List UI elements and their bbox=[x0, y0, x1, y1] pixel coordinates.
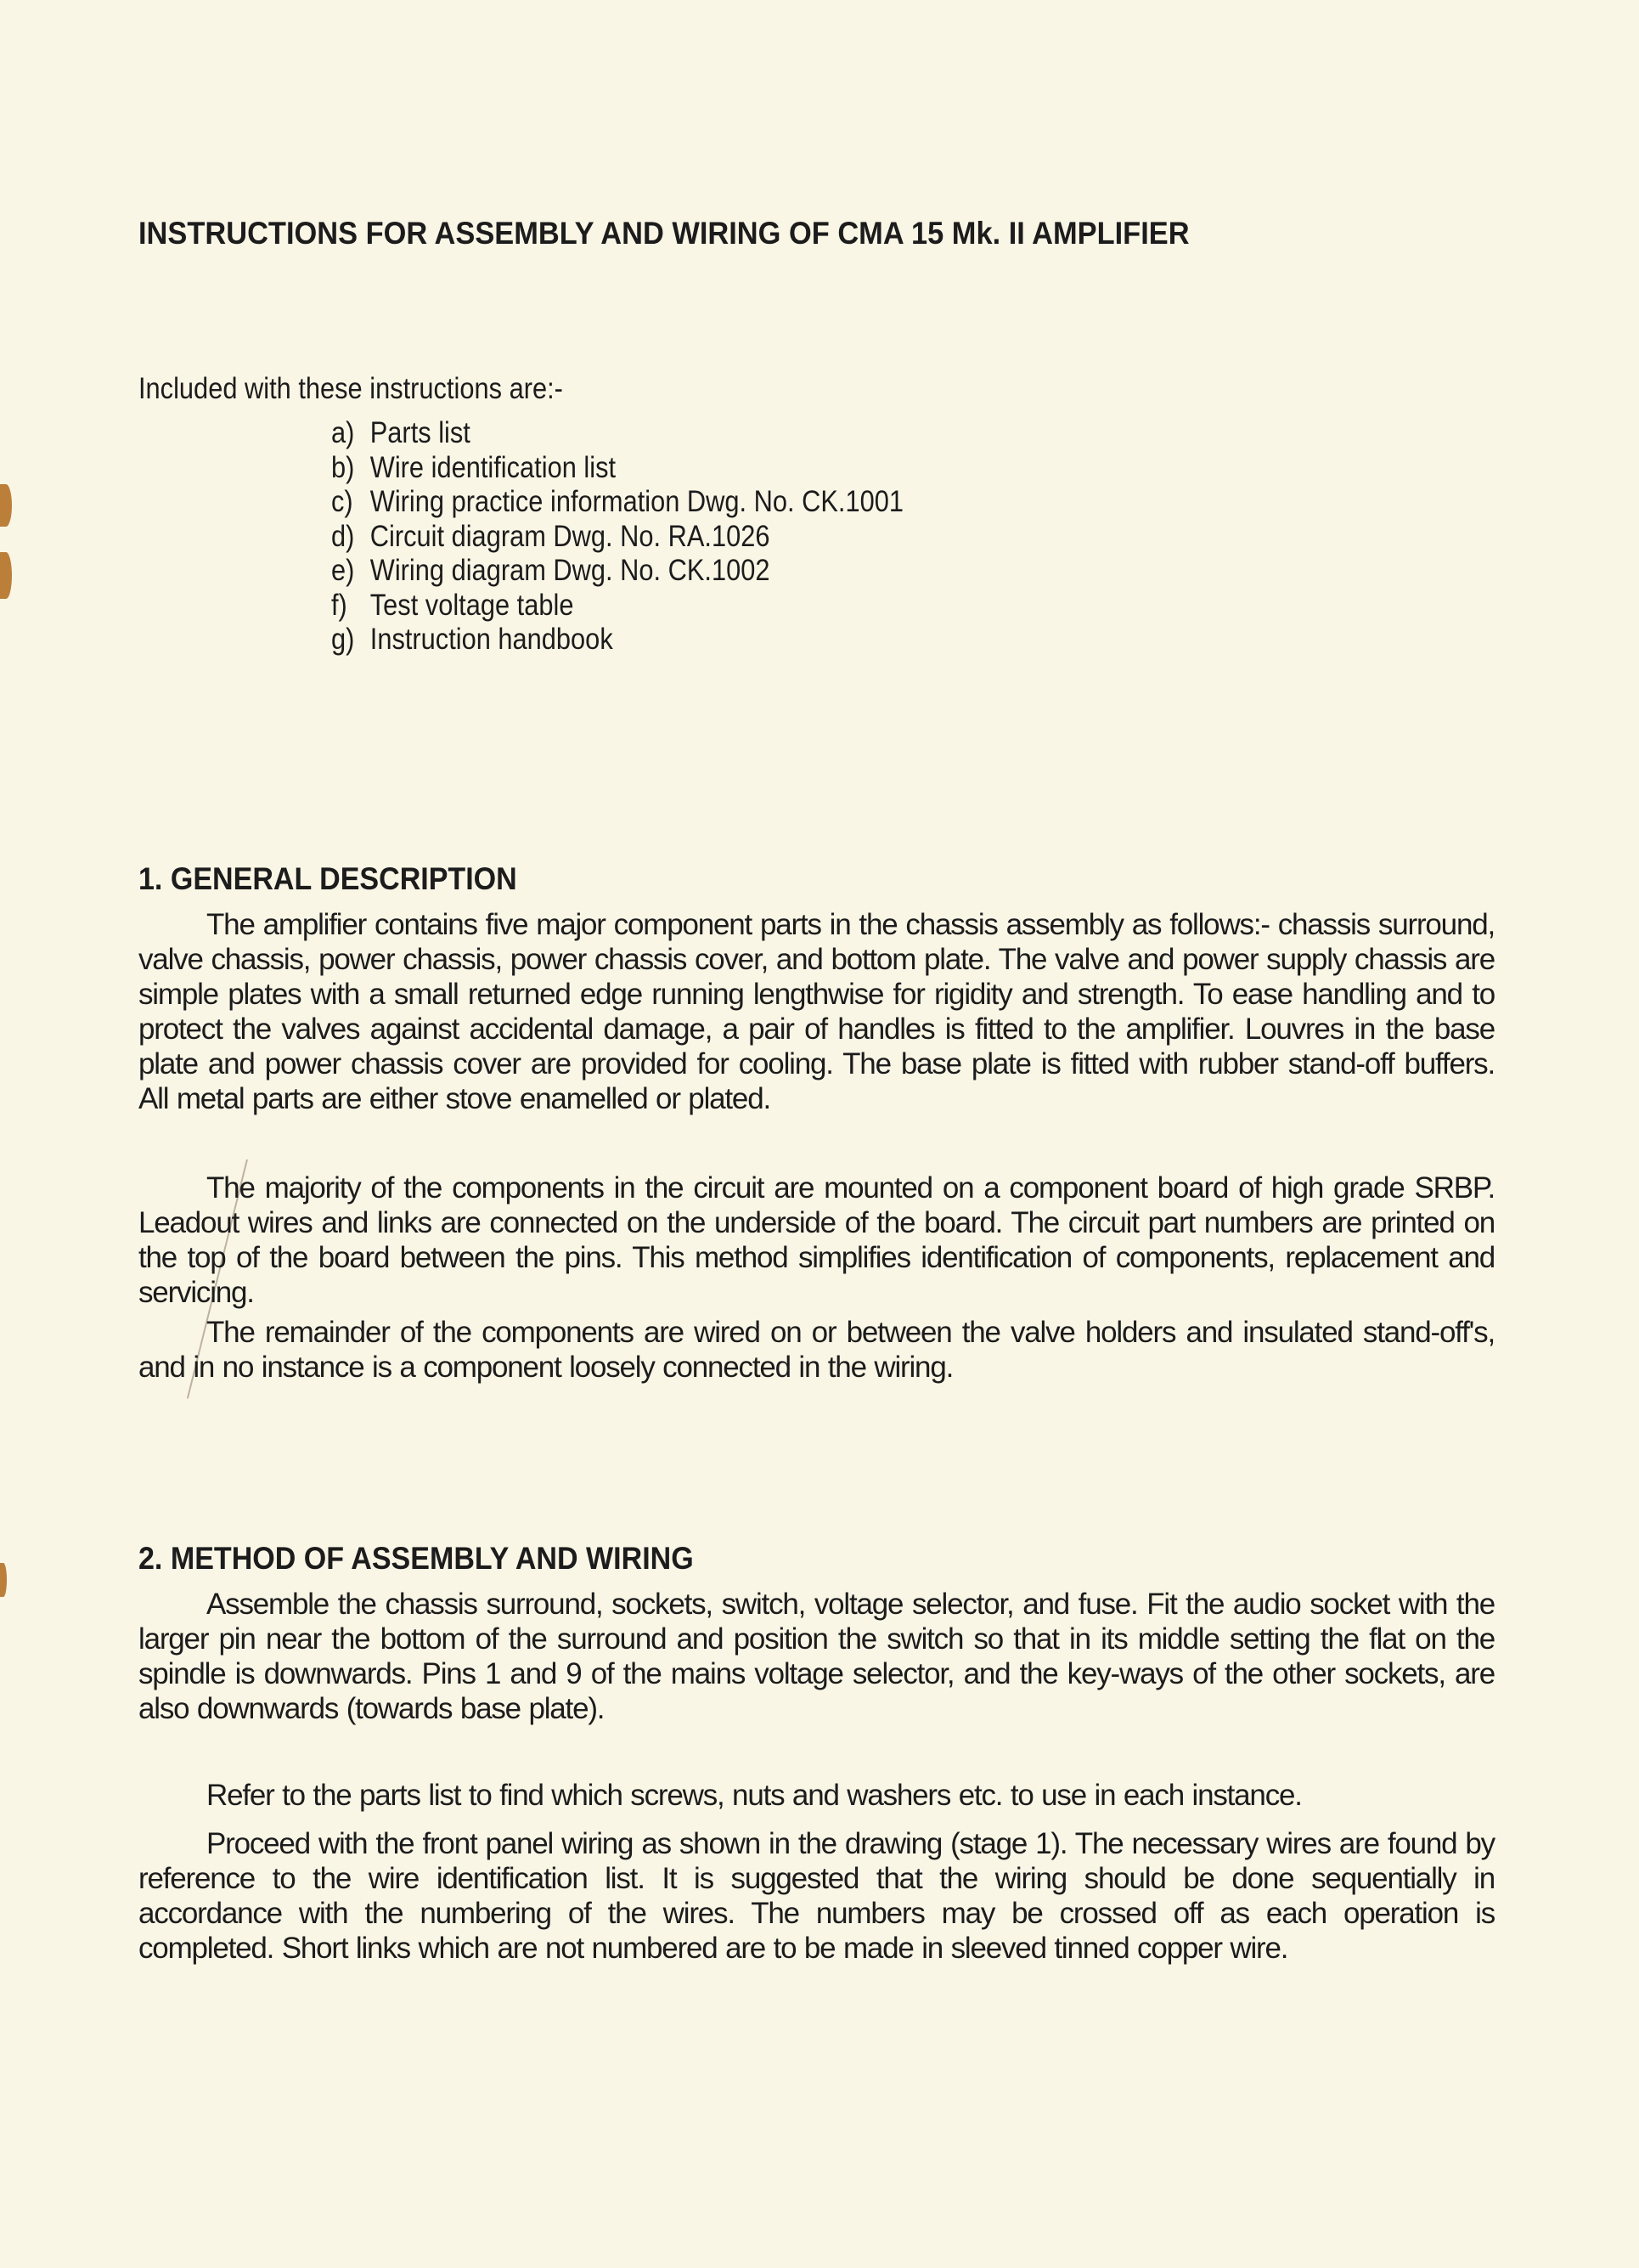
list-item bbox=[331, 451, 904, 486]
list-item bbox=[331, 485, 904, 520]
rust-stain bbox=[0, 552, 12, 599]
list-marker: d) bbox=[331, 519, 355, 553]
list-item bbox=[331, 416, 904, 451]
list-marker: e) bbox=[331, 554, 355, 587]
list-marker: a) bbox=[331, 416, 355, 449]
section-heading-method-of-assembly: 2. METHOD OF ASSEMBLY AND WIRING bbox=[138, 1541, 694, 1576]
paragraph: The amplifier contains five major component parts in the chassis assembly as follows:- chassis surround, valve chassis, power chassis, power chassis cover, and bottom plate. The valve and power supply chassis are simple plates with a small returned edge running lengthwise for rigidity and strength. To ease handling and to protect the valves against accidental damage, a pair of handles is fitted to the amplifier. Louvres in the base plate and power chassis cover are provided for cooling. The base plate is fitted with rubber stand-off buffers. All metal parts are either stove enamelled or plated. bbox=[138, 908, 1495, 1115]
list-item-text: Wiring diagram Dwg. No. CK.1002 bbox=[369, 554, 770, 587]
list-item bbox=[331, 623, 904, 657]
document-title: INSTRUCTIONS FOR ASSEMBLY AND WIRING OF CMA 15 Mk. II AMPLIFIER bbox=[138, 216, 1190, 251]
list-item bbox=[331, 589, 904, 623]
section-heading-general-description: 1. GENERAL DESCRIPTION bbox=[138, 861, 517, 896]
list-item bbox=[331, 520, 904, 555]
rust-stain bbox=[0, 1563, 7, 1597]
list-item-text: Instruction handbook bbox=[369, 623, 613, 656]
list-item-text: Wiring practice information Dwg. No. CK.1001 bbox=[369, 485, 904, 518]
paragraph: Assemble the chassis surround, sockets, switch, voltage selector, and fuse. Fit the audio socket with the larger pin near the bottom of the surround and position the switch so that in its middle setting the flat on the spindle is downwards. Pins 1 and 9 of the mains voltage selector, and the key-ways of the other sockets, are also downwards (towards base plate). bbox=[138, 1588, 1495, 1725]
paragraph: The majority of the components in the circuit are mounted on a component board of high grade SRBP. Leadout wires and links are connected on the underside of the board. The circuit part numbers are printed on the top of the board between the pins. This method simplifies identification of components, replacement and servicing. bbox=[138, 1171, 1495, 1309]
included-items-list bbox=[331, 416, 904, 657]
list-item-text: Test voltage table bbox=[369, 588, 574, 622]
list-marker: g) bbox=[331, 623, 355, 656]
list-marker: b) bbox=[331, 450, 355, 484]
list-item bbox=[331, 554, 904, 589]
list-marker: f) bbox=[331, 588, 347, 622]
intro-text: Included with these instructions are:- bbox=[138, 372, 563, 405]
rust-stain bbox=[0, 484, 12, 527]
list-item-text: Parts list bbox=[369, 416, 470, 449]
paragraph: Refer to the parts list to find which screws, nuts and washers etc. to use in each instance. bbox=[206, 1779, 1302, 1812]
paragraph: Proceed with the front panel wiring as shown in the drawing (stage 1). The necessary wires are found by reference to the wire identification list. It is suggested that the wiring should be done sequentially in accordance with the numbering of the wires. The numbers may be crossed off as each operation is completed. Short links which are not numbered are to be made in sleeved tinned copper wire. bbox=[138, 1827, 1495, 1965]
paragraph: The remainder of the components are wired on or between the valve holders and insulated stand-off's, and in no instance is a component loosely connected in the wiring. bbox=[138, 1316, 1495, 1384]
list-marker: c) bbox=[331, 485, 353, 518]
list-item-text: Circuit diagram Dwg. No. RA.1026 bbox=[369, 519, 770, 553]
list-item-text: Wire identification list bbox=[369, 450, 617, 484]
